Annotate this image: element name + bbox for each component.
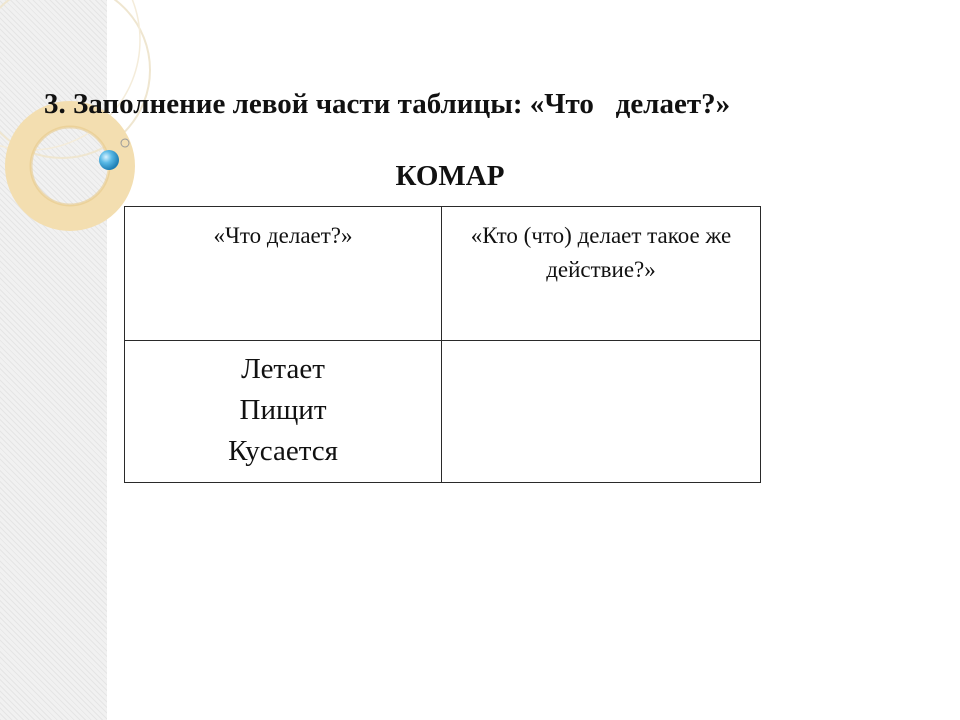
list-item: Летает bbox=[241, 353, 325, 385]
actions-table bbox=[124, 206, 761, 483]
slide-title: 3. Заполнение левой части таблицы: «Что делает?» bbox=[44, 88, 731, 120]
subject-heading: КОМАР bbox=[395, 160, 505, 192]
actions-cell bbox=[125, 341, 442, 483]
actions-list bbox=[125, 341, 441, 472]
header-label-who-does-same: «Кто (что) делает такое же действие?» bbox=[470, 223, 732, 282]
list-item: Кусается bbox=[228, 435, 338, 467]
header-cell-what-does bbox=[125, 207, 442, 341]
blue-sphere-icon bbox=[99, 150, 119, 170]
empty-answer-cell[interactable] bbox=[442, 341, 761, 483]
list-item: Пищит bbox=[239, 394, 327, 426]
header-label-what-does: «Что делает?» bbox=[213, 223, 353, 248]
table-header-row bbox=[125, 207, 761, 341]
table-row bbox=[125, 341, 761, 483]
header-cell-who-does-same bbox=[442, 207, 761, 341]
